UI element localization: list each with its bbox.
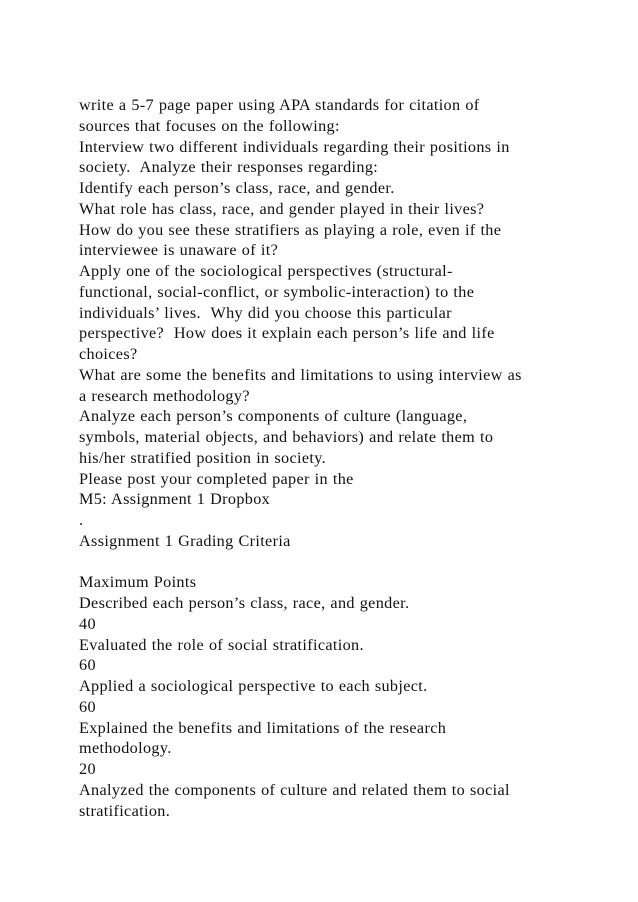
text-line: What are some the benefits and limitations to using interview as: [79, 365, 522, 384]
text-line: Identify each person’s class, race, and gender.: [79, 179, 395, 197]
text-line: Analyzed the components of culture and related them to social: [79, 780, 510, 799]
text-line: 60: [79, 697, 96, 716]
text-line: Applied a sociological perspective to each subject.: [79, 677, 428, 695]
text-line: a research methodology?: [79, 386, 250, 405]
text-line: Evaluated the role of social stratification.: [79, 635, 364, 654]
text-line: methodology.: [79, 739, 172, 758]
text-line: write a 5-7 page paper using APA standards for citation of: [79, 96, 480, 114]
text-line: interviewee is unaware of it?: [79, 241, 279, 260]
text-line: Explained the benefits and limitations of the research: [79, 718, 447, 737]
text-line: .: [79, 511, 84, 529]
text-line: What role has class, race, and gender played in their lives?: [79, 199, 485, 218]
text-line: sources that focuses on the following:: [79, 116, 340, 135]
text-line: functional, social-conflict, or symbolic-interaction) to the: [79, 282, 475, 301]
document-body: [79, 95, 599, 821]
text-line: 40: [79, 614, 96, 633]
text-line: perspective? How does it explain each person’s life and life: [79, 324, 495, 343]
text-line: M5: Assignment 1 Dropbox: [79, 490, 271, 509]
text-line: Assignment 1 Grading Criteria: [79, 531, 291, 550]
text-line: Interview two different individuals regarding their positions in: [79, 137, 510, 156]
text-line: Please post your completed paper in the: [79, 469, 354, 488]
text-line: symbols, material objects, and behaviors) and relate them to: [79, 428, 494, 446]
text-line: Maximum Points: [79, 573, 197, 592]
text-line: Described each person’s class, race, and gender.: [79, 594, 410, 612]
text-line: 20: [79, 760, 96, 778]
text-line: 60: [79, 656, 96, 675]
text-line: society. Analyze their responses regarding:: [79, 158, 379, 177]
text-line: choices?: [79, 345, 138, 363]
text-line: How do you see these stratifiers as playing a role, even if the: [79, 220, 502, 239]
text-line: individuals’ lives. Why did you choose this particular: [79, 303, 452, 322]
text-line: stratification.: [79, 801, 171, 820]
text-line: [79, 552, 599, 573]
text-line: Apply one of the sociological perspectives (structural-: [79, 262, 453, 280]
text-line: Analyze each person’s components of culture (language,: [79, 407, 468, 426]
text-line: his/her stratified position in society.: [79, 448, 327, 467]
